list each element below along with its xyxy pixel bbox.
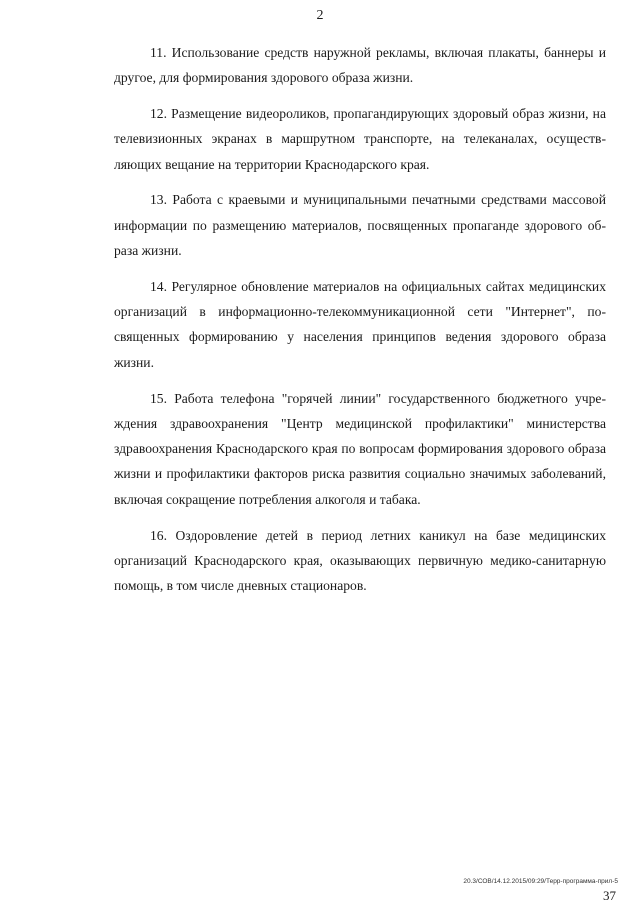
page-number: 2 — [316, 8, 324, 23]
paragraph-item-11: 11. Использование средств наружной рекламы, включая плакаты, баннеры и другое, для формирования здорового образа жизни. — [114, 45, 606, 86]
paragraph-item-14: 14. Регулярное обновление материалов на официальных сайтах медицинских организаций в информационно-телекоммуникационной сети "Интернет", посвященных формированию у населения принципов ведения здорового образа жизни. — [114, 278, 606, 370]
document-code: 20.3/СОВ/14.12.2015/09:29/Терр-программа-прил-5 — [463, 878, 618, 885]
paragraph-item-16: 16. Оздоровление детей в период летних каникул на базе медицинских организаций Краснодарского края, оказывающих первичную медико-санитарную помощь, в том числе дневных стационаров. — [114, 527, 606, 594]
paragraph-item-15: 15. Работа телефона "горячей линии" государственного бюджетного учреждения здравоохранения "Центр медицинской профилактики" министерства здравоохранения Краснодарского края по вопросам формирования здорового образа жизни и профилактики факторов риска развития социально значимых заболеваний, включая сокращение потребления алкоголя и табака. — [114, 390, 606, 507]
document-body — [114, 40, 606, 609]
paragraph-item-13: 13. Работа с краевыми и муниципальными печатными средствами массовой информации по размещению материалов, посвященных пропаганде здорового образа жизни. — [114, 192, 606, 259]
paragraph-item-12: 12. Размещение видеороликов, пропагандирующих здоровый образ жизни, на телевизионных экранах в маршрутном транспорте, на телеканалах, осуществляющих вещание на территории Краснодарского края. — [114, 106, 606, 172]
sheet-number: 37 — [603, 888, 616, 903]
